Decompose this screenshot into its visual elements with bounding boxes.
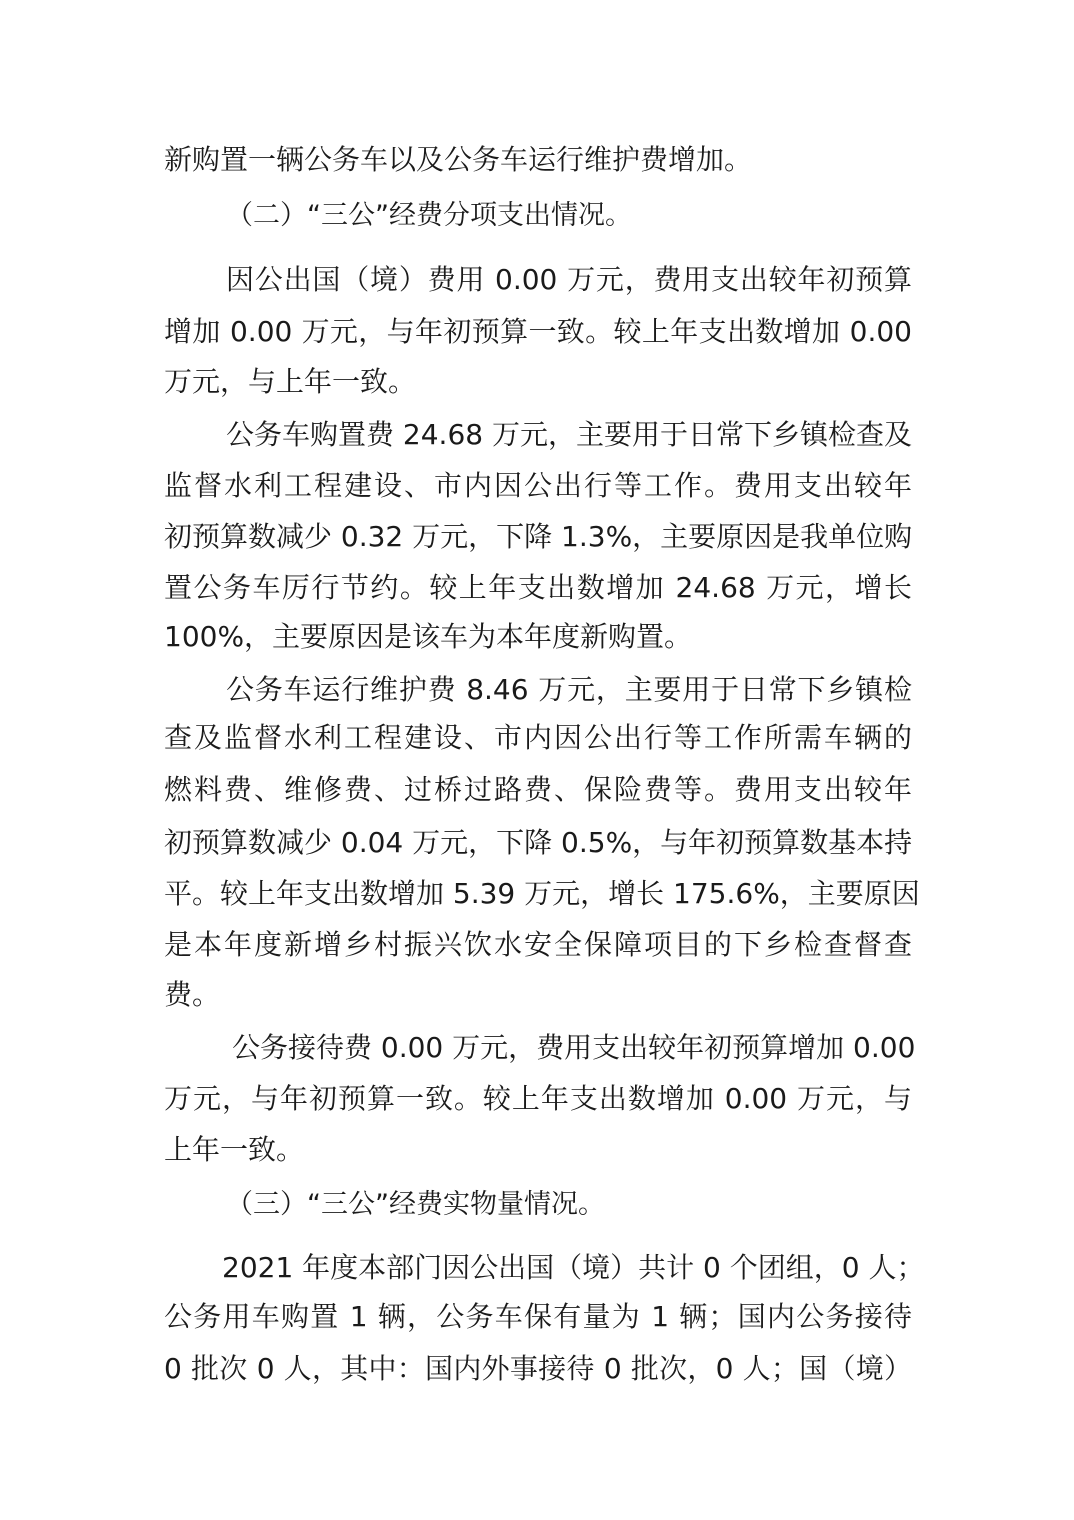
paragraph-line: 因公出国（境）费用 0.00 万元，费用支出较年初预算 — [226, 263, 912, 296]
paragraph-line: 公务用车购置 1 辆，公务车保有量为 1 辆；国内公务接待 — [164, 1300, 912, 1333]
paragraph-line: 是本年度新增乡村振兴饮水安全保障项目的下乡检查督查 — [164, 928, 912, 961]
section-heading: （二）“三公”经费分项支出情况。 — [226, 200, 632, 231]
paragraph-line: 燃料费、维修费、过桥过路费、保险费等。费用支出较年 — [164, 773, 912, 806]
paragraph-line: 万元，与年初预算一致。较上年支出数增加 0.00 万元，与 — [164, 1082, 912, 1115]
paragraph-line: 查及监督水利工程建设、市内因公出行等工作所需车辆的 — [164, 721, 912, 754]
section-heading: （三）“三公”经费实物量情况。 — [226, 1189, 605, 1220]
paragraph-line: 公务接待费 0.00 万元，费用支出较年初预算增加 0.00 — [232, 1031, 916, 1064]
paragraph-line: 0 批次 0 人，其中：国内外事接待 0 批次，0 人；国（境） — [164, 1352, 912, 1385]
paragraph-line: 2021 年度本部门因公出国（境）共计 0 个团组，0 人； — [222, 1251, 925, 1284]
paragraph-line: 监督水利工程建设、市内因公出行等工作。费用支出较年 — [164, 469, 912, 502]
paragraph-line: 置公务车厉行节约。较上年支出数增加 24.68 万元，增长 — [164, 571, 912, 604]
paragraph-line: 上年一致。 — [164, 1133, 305, 1166]
paragraph-line: 平。较上年支出数增加 5.39 万元，增长 175.6%，主要原因 — [164, 877, 920, 910]
paragraph-line: 初预算数减少 0.32 万元，下降 1.3%，主要原因是我单位购 — [164, 520, 913, 553]
paragraph-line: 公务车购置费 24.68 万元，主要用于日常下乡镇检查及 — [226, 418, 912, 451]
paragraph-line: 公务车运行维护费 8.46 万元，主要用于日常下乡镇检 — [226, 673, 912, 706]
paragraph-line: 100%，主要原因是该车为本年度新购置。 — [164, 620, 693, 653]
paragraph-line: 费。 — [164, 978, 221, 1011]
paragraph-line: 初预算数减少 0.04 万元，下降 0.5%，与年初预算数基本持 — [164, 826, 913, 859]
paragraph-line: 新购置一辆公务车以及公务车运行维护费增加。 — [164, 143, 753, 176]
paragraph-line: 万元，与上年一致。 — [164, 365, 417, 398]
paragraph-line: 增加 0.00 万元，与年初预算一致。较上年支出数增加 0.00 — [164, 315, 912, 348]
